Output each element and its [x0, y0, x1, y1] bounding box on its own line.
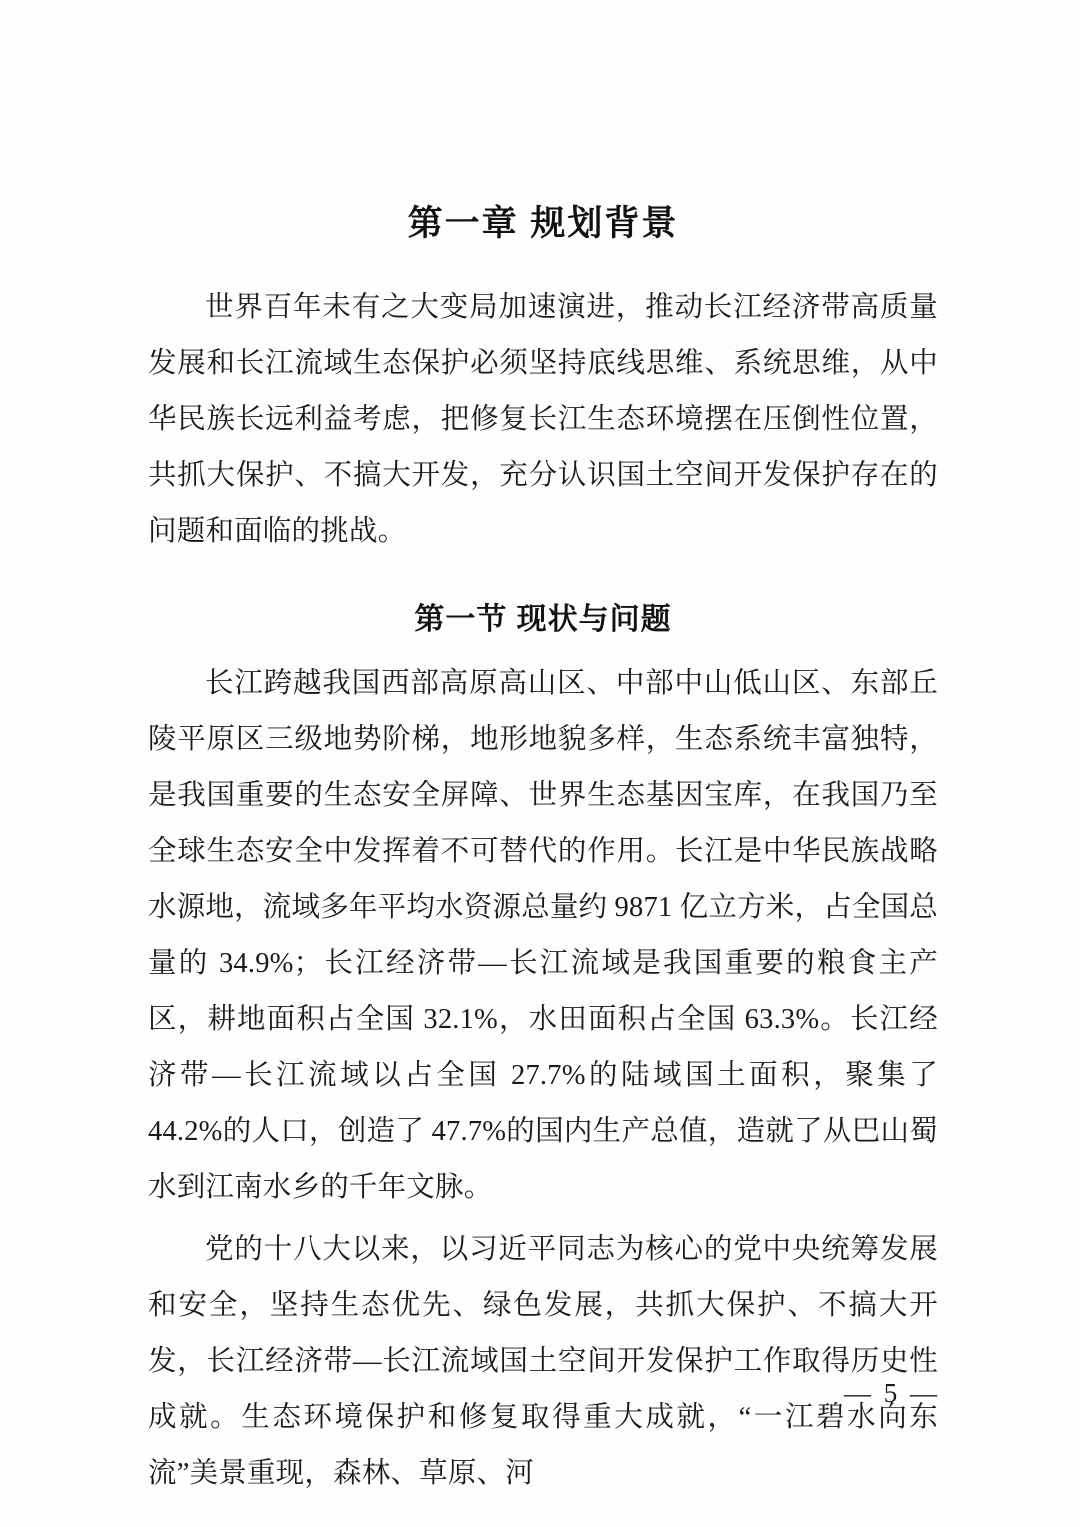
body-paragraph-1: 长江跨越我国西部高原高山区、中部中山低山区、东部丘陵平原区三级地势阶梯，地形地貌多样，生态系统丰富独特，是我国重要的生态安全屏障、世界生态基因宝库，在我国乃至全球生态安全中发挥着不可替代的作用。长江是中华民族战略水源地，流域多年平均水资源总量约 9871 亿立方米，占全国总量的 34.9%；长江经济带—长江流域是我国重要的粮食主产区，耕地面积占全国 32.1%，水田面积占全国 63.3%。长江经济带—长江流域以占全国 27.7%的陆域国土面积，聚集了 44.2%的人口，创造了 47.7%的国内生产总值，造就了从巴山蜀水到江南水乡的千年文脉。 [148, 668, 938, 1203]
page-content [148, 196, 938, 1508]
body-paragraph-2: 党的十八大以来，以习近平同志为核心的党中央统筹发展和安全，坚持生态优先、绿色发展，共抓大保护、不搞大开发，长江经济带—长江流域国土空间开发保护工作取得历史性成就。生态环境保护和修复取得重大成就，“一江碧水向东流”美景重现，森林、草原、河 [148, 1234, 938, 1489]
page-number: — 5 — [844, 1378, 940, 1408]
chapter-title: 第一章 规划背景 [407, 204, 679, 243]
intro-paragraph: 世界百年未有之大变局加速演进，推动长江经济带高质量发展和长江流域生态保护必须坚持底线思维、系统思维，从中华民族长远利益考虑，把修复长江生态环境摆在压倒性位置，共抓大保护、不搞大开发，充分认识国土空间开发保护存在的问题和面临的挑战。 [148, 292, 938, 547]
section-title: 第一节 现状与问题 [414, 603, 672, 636]
